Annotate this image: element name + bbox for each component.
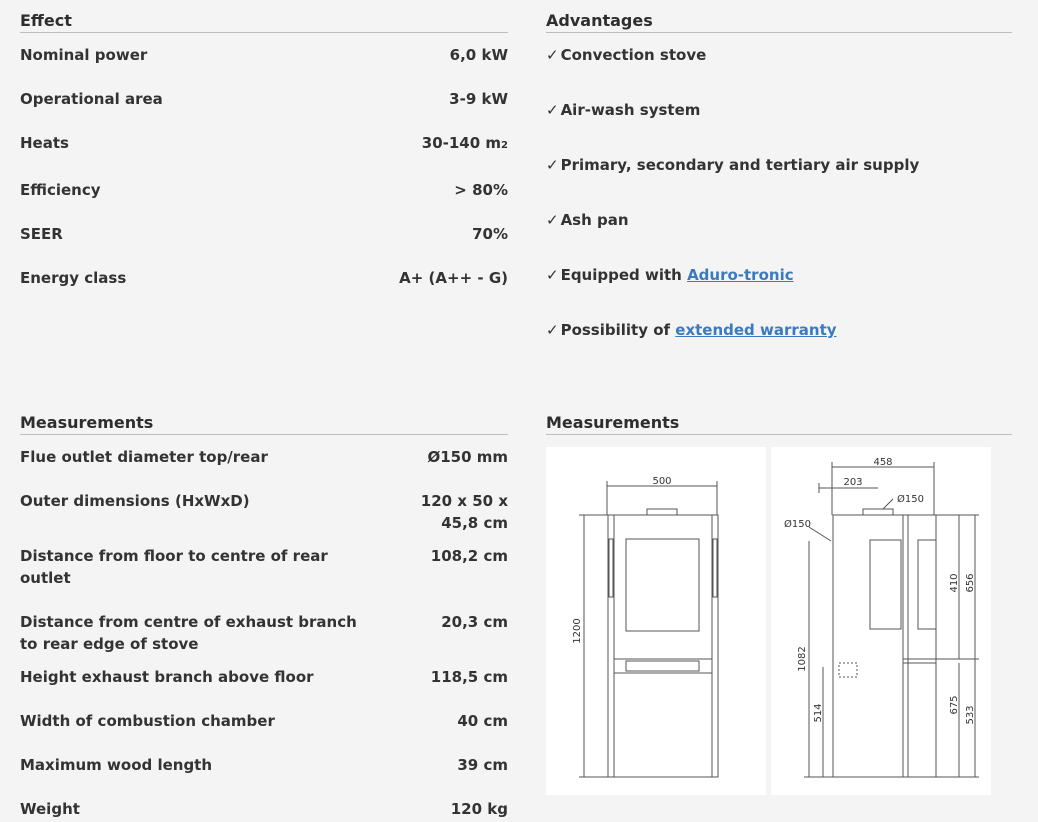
advantage-text: Possibility of bbox=[560, 321, 676, 339]
check-icon: ✓ bbox=[546, 321, 559, 339]
effect-row-value-text: 30-140 m bbox=[421, 134, 502, 152]
drawings-title: Measurements bbox=[546, 412, 1012, 435]
effect-row-label: SEER bbox=[20, 225, 63, 243]
measurements-title: Measurements bbox=[20, 412, 508, 435]
front-view-drawing bbox=[546, 447, 766, 795]
side-depth-label: 458 bbox=[873, 457, 893, 468]
effect-row-label: Efficiency bbox=[20, 181, 101, 199]
measurement-row bbox=[20, 710, 508, 732]
front-view-svg bbox=[546, 447, 766, 795]
side-view-drawing bbox=[771, 447, 991, 795]
check-icon: ✓ bbox=[546, 266, 559, 284]
measurement-row-value: 20,3 cm bbox=[441, 613, 508, 631]
effect-row bbox=[20, 44, 508, 66]
advantages-section bbox=[546, 10, 1012, 374]
drawings-section bbox=[546, 412, 1012, 435]
effect-row-value-text: 70% bbox=[472, 225, 508, 243]
effect-row-label: Nominal power bbox=[20, 46, 148, 64]
advantages-list bbox=[546, 44, 1012, 341]
measurement-row-value: 118,5 cm bbox=[430, 668, 508, 686]
effect-row-value bbox=[449, 88, 508, 110]
measurement-row-value: 120 x 50 x 45,8 cm bbox=[420, 492, 508, 532]
measurement-row-value: Ø150 mm bbox=[427, 448, 508, 466]
measurement-row-label: Weight bbox=[20, 800, 80, 818]
measurement-row-value: 40 cm bbox=[457, 712, 508, 730]
effect-row-label: Energy class bbox=[20, 269, 127, 287]
side-h410-label: 410 bbox=[949, 573, 960, 593]
effect-list bbox=[20, 44, 508, 289]
measurement-row-label: Height exhaust branch above floor bbox=[20, 668, 314, 686]
effect-row-value bbox=[454, 179, 508, 201]
advantage-text: Equipped with bbox=[560, 266, 688, 284]
measurement-row-label: Outer dimensions (HxWxD) bbox=[20, 492, 250, 510]
advantage-item bbox=[546, 44, 1012, 66]
measurements-section bbox=[20, 412, 508, 820]
measurement-row-value: 108,2 cm bbox=[430, 547, 508, 565]
advantage-text: Air-wash system bbox=[560, 101, 701, 119]
measurement-row-label: Width of combustion chamber bbox=[20, 712, 275, 730]
measurement-row-value: 39 cm bbox=[457, 756, 508, 774]
side-h1082-label: 1082 bbox=[797, 646, 808, 672]
measurement-row-label: Distance from floor to centre of rear outlet bbox=[20, 547, 328, 587]
effect-row-value bbox=[422, 132, 508, 157]
effect-row bbox=[20, 179, 508, 201]
effect-row-value-text: > 80% bbox=[454, 181, 508, 199]
advantages-title: Advantages bbox=[546, 10, 1012, 33]
advantage-item bbox=[546, 99, 1012, 121]
advantage-link[interactable]: Aduro-tronic bbox=[687, 266, 794, 284]
measurement-row bbox=[20, 666, 508, 688]
side-h656-label: 656 bbox=[965, 573, 976, 593]
measurement-row bbox=[20, 798, 508, 820]
effect-row bbox=[20, 88, 508, 110]
check-icon: ✓ bbox=[546, 46, 559, 64]
measurement-row bbox=[20, 490, 508, 534]
effect-row bbox=[20, 223, 508, 245]
effect-row-value bbox=[472, 223, 508, 245]
flue-rear-label: Ø150 bbox=[784, 519, 811, 530]
measurement-row-label: Maximum wood length bbox=[20, 756, 213, 774]
measurement-row bbox=[20, 545, 508, 589]
effect-title: Effect bbox=[20, 10, 508, 33]
advantage-item bbox=[546, 154, 1012, 176]
side-offset-label: 203 bbox=[843, 477, 863, 488]
check-icon: ✓ bbox=[546, 101, 559, 119]
advantage-text: Primary, secondary and tertiary air supply bbox=[560, 156, 920, 174]
effect-row-unit-sup: 2 bbox=[501, 140, 508, 151]
front-height-label: 1200 bbox=[572, 618, 583, 644]
advantage-item bbox=[546, 209, 1012, 231]
advantage-item bbox=[546, 264, 1012, 286]
measurement-row-value: 120 kg bbox=[450, 800, 508, 818]
effect-row bbox=[20, 132, 508, 157]
side-view-svg bbox=[771, 447, 991, 795]
side-h675-label: 675 bbox=[949, 695, 960, 715]
measurements-list bbox=[20, 446, 508, 820]
advantage-text: Ash pan bbox=[560, 211, 629, 229]
effect-row-value bbox=[450, 44, 508, 66]
measurement-row bbox=[20, 754, 508, 776]
advantage-item bbox=[546, 319, 1012, 341]
side-h514-label: 514 bbox=[813, 703, 824, 723]
flue-top-label: Ø150 bbox=[897, 494, 924, 505]
advantage-text: Convection stove bbox=[560, 46, 707, 64]
effect-row bbox=[20, 267, 508, 289]
check-icon: ✓ bbox=[546, 211, 559, 229]
effect-row-value-text: 3-9 kW bbox=[449, 90, 508, 108]
measurement-row bbox=[20, 446, 508, 468]
effect-section bbox=[20, 10, 508, 311]
check-icon: ✓ bbox=[546, 156, 559, 174]
advantage-link[interactable]: extended warranty bbox=[675, 321, 837, 339]
side-h533-label: 533 bbox=[965, 705, 976, 725]
effect-row-value bbox=[399, 267, 508, 289]
measurement-row-label: Flue outlet diameter top/rear bbox=[20, 448, 268, 466]
effect-row-value-text: A+ (A++ - G) bbox=[399, 269, 508, 287]
effect-row-value-text: 6,0 kW bbox=[449, 46, 508, 64]
measurement-row bbox=[20, 611, 508, 655]
measurement-row-label: Distance from centre of exhaust branch to rear edge of stove bbox=[20, 613, 357, 653]
effect-row-label: Operational area bbox=[20, 90, 163, 108]
front-width-label: 500 bbox=[652, 476, 672, 487]
effect-row-label: Heats bbox=[20, 134, 69, 152]
